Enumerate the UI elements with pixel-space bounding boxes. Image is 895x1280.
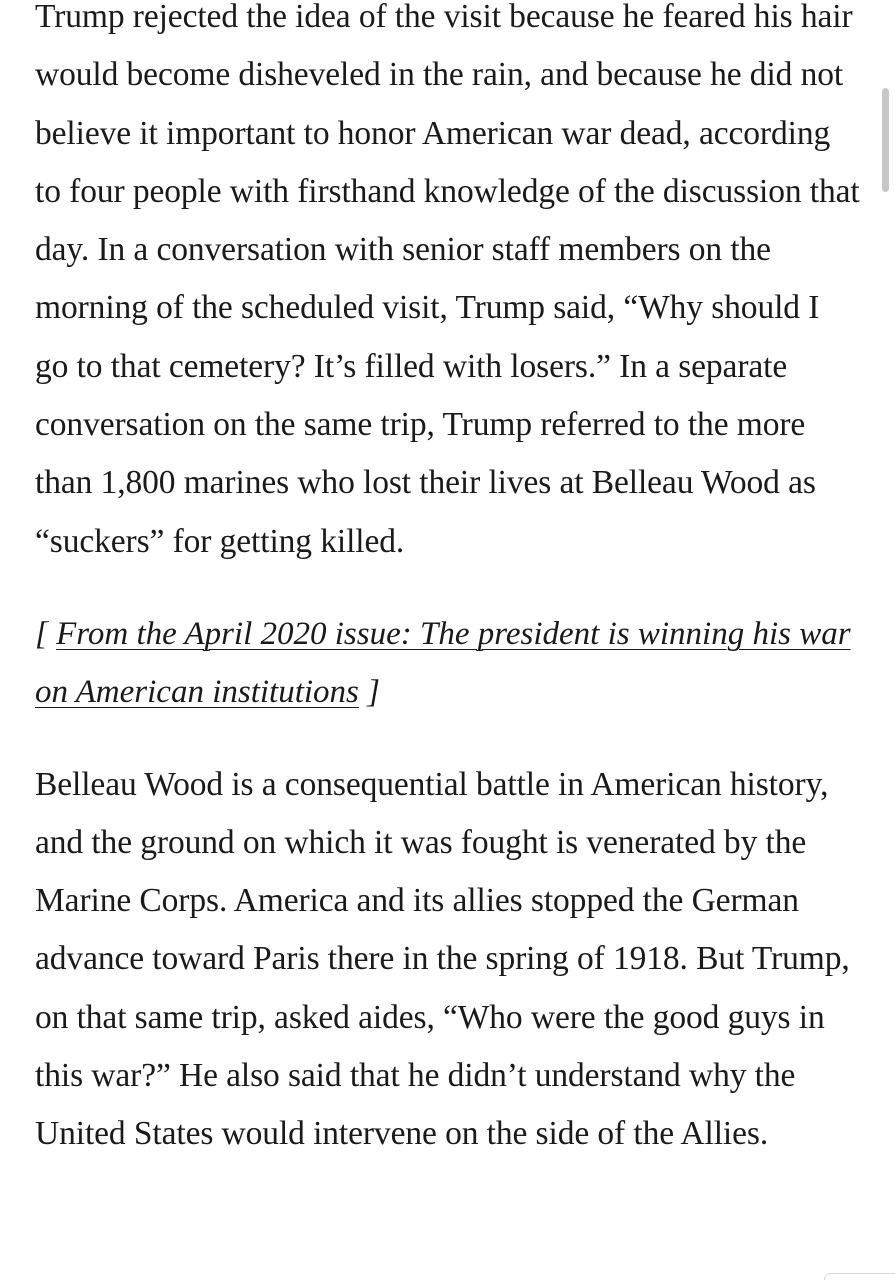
close-bracket: ] <box>358 674 380 711</box>
open-bracket: [ <box>35 615 57 652</box>
article-paragraph: Belleau Wood is a consequential battle in American history, and the ground on which it was fought is venerated by the Marine Corps. America and its allies stopped the German advance toward Paris there in the spring of 1918. But Trump, on that same trip, asked aides, “Who were the good guys in this war?” He also said that he didn’t understand why the United States would intervene on the side of the Allies. <box>35 765 850 1153</box>
scrollbar-thumb[interactable] <box>882 88 889 192</box>
related-article-link[interactable]: From the April 2020 issue: The president is winning his war on American institutions <box>35 615 851 711</box>
article-paragraph: Trump rejected the idea of the visit because he feared his hair would become disheveled in the rain, and because he did not believe it important to honor American war dead, according to four people with firsthand knowledge of the discussion that day. In a conversation with senior staff members on the morning of the scheduled visit, Trump said, “Why should I go to that cemetery? It’s filled with losers.” In a separate conversation on the same trip, Trump referred to the more than 1,800 marines who lost their lives at Belleau Wood as “suckers” for getting killed. <box>35 0 860 560</box>
related-article-callout <box>35 605 860 722</box>
bottom-toolbar-edge <box>824 1273 895 1280</box>
article-body <box>35 0 860 1164</box>
